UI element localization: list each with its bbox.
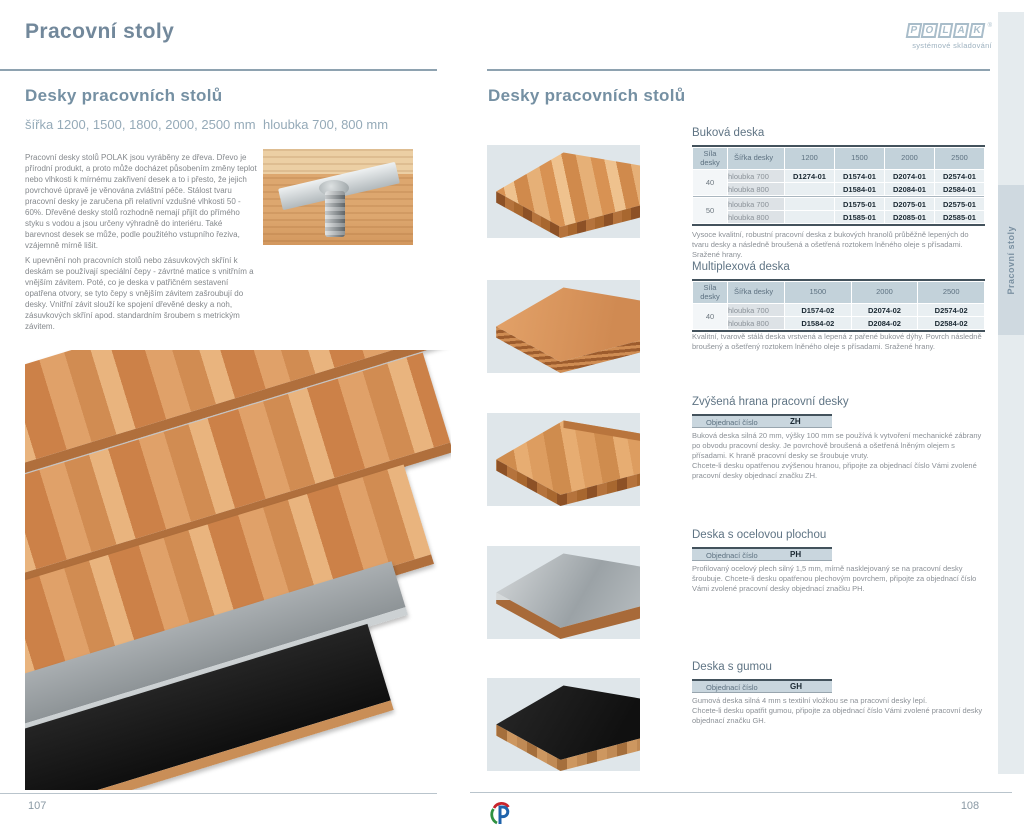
brand-wordmark	[898, 23, 992, 38]
page-number-right: 108	[960, 800, 980, 812]
rubber-top-graphic	[487, 678, 640, 771]
beech-section-title: Buková deska	[692, 127, 765, 139]
order-code-cell: D2585-01	[935, 211, 984, 223]
order-code-cell: D2075-01	[885, 198, 934, 210]
table-row	[693, 211, 984, 223]
multiplex-board-photo	[487, 280, 640, 373]
order-code-cell: D2584-01	[935, 183, 984, 195]
col-header-2500: 2500	[935, 148, 984, 169]
multiplex-section-title: Multiplexová deska	[692, 261, 790, 273]
multiplex-top-graphic	[487, 280, 640, 373]
raised-edge-description	[692, 431, 985, 481]
order-code: GH	[790, 682, 802, 691]
beech-description: Vysoce kvalitní, robustní pracovní deska z bukových hranolů průběžně lepených do tvaru desky a následně broušená a ošetřená roztokem lněného oleje s přísadami. Sražené hrany.	[692, 230, 969, 259]
brand-letter: O	[921, 23, 938, 38]
depth-cell: hloubka 700	[728, 170, 784, 182]
beech-board-photo	[487, 145, 640, 238]
description-paragraph: Chcete-li desku opatřit gumou, připojte za objednací číslo Vámi zvolené pracovní desky objednací značku GH.	[692, 706, 983, 725]
order-code-cell	[785, 198, 834, 210]
depth-cell: hloubka 800	[728, 211, 784, 223]
table-header-row	[693, 282, 984, 303]
chapter-tab	[998, 185, 1024, 335]
depth-cell: hloubka 700	[728, 198, 784, 210]
registered-mark: ®	[987, 23, 992, 29]
order-code-cell: D2084-01	[885, 183, 934, 195]
chapter-tab-label: Pracovní stoly	[1006, 225, 1016, 295]
raised-edge-section-title: Zvýšená hrana pracovní desky	[692, 396, 849, 408]
footer-divider-right	[470, 792, 1012, 793]
col-header-thickness: Síla desky	[693, 148, 727, 169]
right-page-heading: Desky pracovních stolů	[488, 86, 686, 105]
order-code-cell: D2074-02	[852, 304, 918, 316]
order-code-cell: D1575-01	[835, 198, 884, 210]
col-header-2500: 2500	[918, 282, 984, 303]
table-row	[693, 198, 984, 210]
table-row	[693, 304, 984, 316]
col-header-width: Šířka desky	[728, 282, 784, 303]
order-number-label: Objednací číslo	[706, 418, 758, 427]
table-row	[693, 183, 984, 195]
col-header-thickness: Síla desky	[693, 282, 727, 303]
col-header-1500: 1500	[785, 282, 851, 303]
page-number-left: 107	[28, 800, 47, 812]
order-code: PH	[790, 550, 802, 559]
description-paragraph: Buková deska silná 20 mm, výšky 100 mm se používá k vytvoření mechanické zábrany po obvodu pracovní desky. Je povrchově broušená a ošetřená lněným olejem s přísadami. K hraně pracovní desky se šroubuje vruty.	[692, 431, 982, 460]
steel-surface-description: Profilovaný ocelový plech silný 1,5 mm, mírně nasklejovaný se na pracovní desky šroubuje. Chcete-li desku opatřenou plechovým povrchem, připojte za objednací číslo Vámi zvolené pracovní desky objednací značku PH.	[692, 564, 977, 593]
steel-surface-board-photo	[487, 546, 640, 639]
order-number-label: Objednací číslo	[706, 551, 758, 560]
brand-letter: K	[969, 23, 986, 38]
brand-logo	[898, 23, 992, 50]
brand-tagline: systémové skladování	[912, 41, 992, 50]
worktop-stack-photo	[25, 350, 451, 790]
page-edge-strip	[998, 12, 1024, 774]
rubber-surface-description	[692, 696, 985, 726]
mounting-paragraph: K upevnění noh pracovních stolů nebo zásuvkových skříní k deskám se používají speciální čepy - závrtné matice s vnitřním a vnějším závitem. Poté, co je deska v patřičném sestavení opatřena otvory, se tyto čepy s vnějším závitem zašroubují do desky. Vnitřní závit slouží ke spojení dřevěné desky a noh, zásuvkových skříní apod. standardním šroubem s metrickým závitem.	[25, 256, 254, 331]
order-code-cell: D1274-01	[785, 170, 834, 182]
insert-nut-photo	[263, 149, 413, 245]
multiplex-spec-table	[692, 279, 985, 332]
footer-divider-left	[0, 793, 437, 794]
page-title: Pracovní stoly	[25, 20, 175, 43]
rubber-surface-order-bar	[692, 679, 832, 693]
depth-cell: hloubka 800	[728, 183, 784, 195]
rubber-surface-board-photo	[487, 678, 640, 771]
intro-paragraph: Pracovní desky stolů POLAK jsou vyráběny ze dřeva. Dřevo je přírodní produkt, a proto může docházet působením změny teplot nebo vlhkosti k mírnému zakřivení desek a to i přesto, že jejich povrchové úpravě je věnována zvláštní péče. Stálost tvaru pracovní desky je zaručena při relativní vzdušné vlhkosti 50 - 60%. Dřevěné desky stolů rozhodně nemají přijít do přímého styku s vodou a jsou určeny výhradně do interiéru. Také barevnost desek se může, podle použitého vstupního řeziva, vzájemně mírně lišit.	[25, 153, 257, 250]
order-code-cell: D1574-01	[835, 170, 884, 182]
order-code: ZH	[790, 417, 801, 426]
col-header-1200: 1200	[785, 148, 834, 169]
col-header-2000: 2000	[885, 148, 934, 169]
order-code-cell: D1584-01	[835, 183, 884, 195]
brand-letter: L	[938, 23, 954, 38]
table-row	[693, 317, 984, 329]
thickness-cell: 40	[693, 304, 727, 329]
brand-letter: A	[953, 23, 970, 38]
table-header-row	[693, 148, 984, 169]
footer-logo-icon	[489, 799, 513, 831]
order-code-cell: D2085-01	[885, 211, 934, 223]
order-code-cell: D1585-01	[835, 211, 884, 223]
order-code-cell: D2574-02	[918, 304, 984, 316]
steel-surface-section-title: Deska s ocelovou plochou	[692, 529, 827, 541]
steel-top-graphic	[487, 546, 640, 639]
col-header-2000: 2000	[852, 282, 918, 303]
col-header-1500: 1500	[835, 148, 884, 169]
order-code-cell: D2084-02	[852, 317, 918, 329]
raised-edge-order-bar	[692, 414, 832, 428]
thickness-cell: 40	[693, 170, 727, 195]
order-code-cell: D2574-01	[935, 170, 984, 182]
width-spec: šířka 1200, 1500, 1800, 2000, 2500 mm	[25, 117, 256, 132]
multiplex-description: Kvalitní, tvarově stálá deska vrstvená a lepená z pařené bukové dýhy. Povrch následně broušený a ošetřený roztokem lněného oleje s přísadami. Sražené hrany.	[692, 332, 982, 351]
depth-cell: hloubka 700	[728, 304, 784, 316]
screw-body-graphic	[325, 191, 345, 237]
table-row	[693, 170, 984, 182]
thickness-cell: 50	[693, 198, 727, 223]
raised-edge-board-photo	[487, 413, 640, 506]
order-code-cell: D1574-02	[785, 304, 851, 316]
order-code-cell: D1584-02	[785, 317, 851, 329]
order-number-label: Objednací číslo	[706, 683, 758, 692]
description-paragraph: Chcete-li desku opatřenou zvýšenou hranou, připojte za objednací číslo Vámi zvolené pracovní desky objednací značku ZH.	[692, 461, 977, 480]
steel-surface-order-bar	[692, 547, 832, 561]
left-page-heading: Desky pracovních stolů	[25, 86, 223, 105]
rubber-surface-section-title: Deska s gumou	[692, 661, 772, 673]
description-paragraph: Gumová deska silná 4 mm s textilní vložkou se na pracovní desky lepí.	[692, 696, 928, 705]
order-code-cell	[785, 211, 834, 223]
depth-spec: hloubka 700, 800 mm	[263, 117, 389, 132]
order-code-cell: D2074-01	[885, 170, 934, 182]
beech-spec-table	[692, 145, 985, 226]
header-divider-left	[0, 69, 437, 71]
depth-cell: hloubka 800	[728, 317, 784, 329]
order-code-cell: D2575-01	[935, 198, 984, 210]
beech-top-graphic	[487, 145, 640, 238]
brand-letter: P	[905, 23, 921, 38]
group-separator	[693, 196, 984, 197]
order-code-cell	[785, 183, 834, 195]
col-header-width: Šířka desky	[728, 148, 784, 169]
header-divider-right	[487, 69, 990, 71]
order-code-cell: D2584-02	[918, 317, 984, 329]
